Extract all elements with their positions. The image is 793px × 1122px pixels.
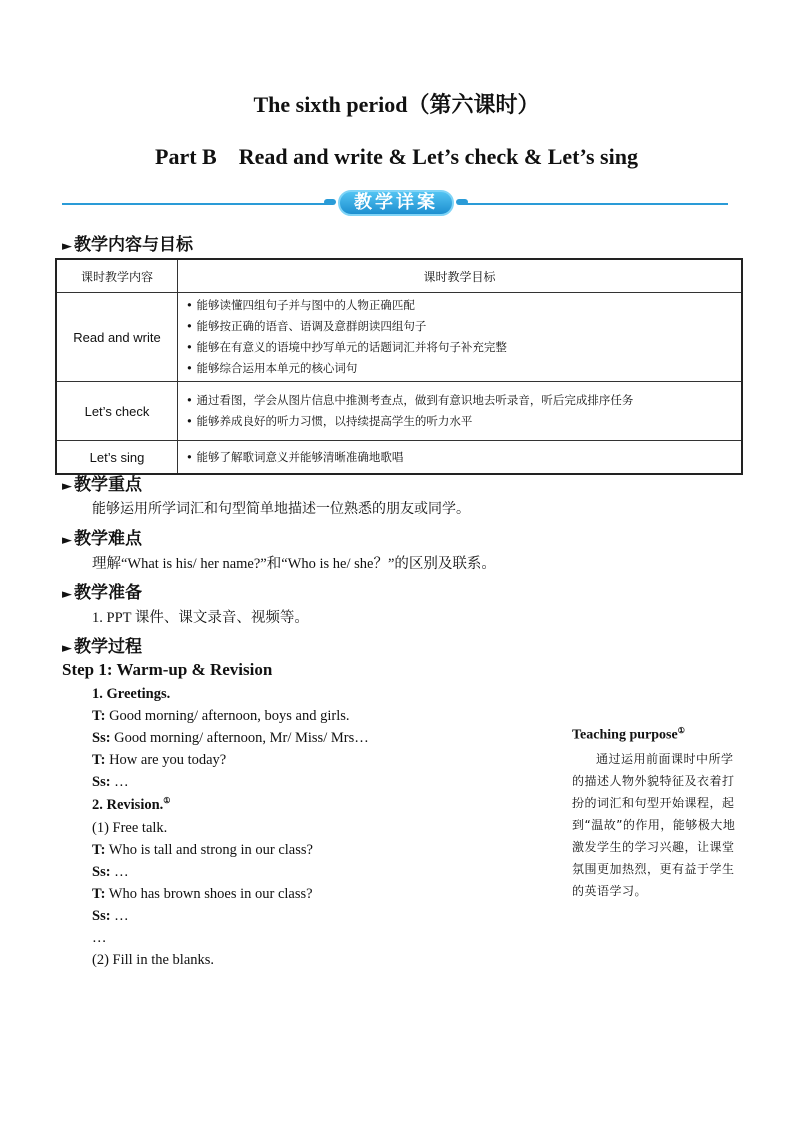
- triangle-icon: ►: [62, 533, 72, 548]
- goal-item: • 能够在有意义的语境中抄写单元的话题词汇并将句子补充完整: [186, 340, 507, 354]
- page-subtitle: Part B Read and write & Let’s check & Let’s sing: [155, 144, 638, 169]
- greetings-title: 1. Greetings.: [92, 686, 171, 702]
- goal-item: • 能够按正确的语音、语调及意群朗读四组句子: [186, 319, 427, 333]
- section-badge: [324, 188, 468, 218]
- triangle-icon: ►: [62, 479, 72, 494]
- triangle-icon: ►: [62, 587, 72, 602]
- goal-item: • 能够了解歌词意义并能够清晰准确地歌唱: [186, 449, 404, 464]
- table-header-goals: 课时教学目标: [178, 259, 743, 293]
- ellipsis-line: …: [92, 930, 107, 946]
- free-talk-label: (1) Free talk.: [92, 820, 168, 836]
- table-cell-content: Let’s check: [56, 382, 178, 441]
- difficulties-text: 理解“What is his/ her name?”和“Who is he/ she？”的区别及联系。: [92, 556, 496, 572]
- section-difficulties-heading: ► 教学难点: [62, 529, 142, 549]
- goals-table: [55, 258, 743, 475]
- footnote-marker: ①: [677, 726, 685, 735]
- goal-item: • 能够读懂四组句子并与图中的人物正确匹配: [186, 298, 415, 312]
- table-header-content: 课时教学内容: [56, 259, 178, 293]
- goal-item: • 能够养成良好的听力习惯，以持续提高学生的听力水平: [186, 414, 473, 428]
- table-cell-goals: [178, 382, 743, 441]
- table-cell-goals: [178, 441, 743, 475]
- dialogue-line: T: Who has brown shoes in our class?: [92, 886, 313, 902]
- table-cell-content: Let’s sing: [56, 441, 178, 475]
- table-cell-goals: [178, 293, 743, 382]
- table-cell-content: Read and write: [56, 293, 178, 382]
- table-row: [56, 441, 742, 475]
- divider-left: [62, 203, 330, 205]
- step1-title: Step 1: Warm-up & Revision: [62, 660, 273, 679]
- triangle-icon: ►: [62, 239, 72, 254]
- sidebar-body: 通过运用前面课时中所学的描述人物外貌特征及衣着打扮的词汇和句型开始课程，起到“温故”的作用，能够极大地激发学生的学习兴趣，让课堂氛围更加热烈，更有益于学生的英语学习。: [572, 752, 736, 898]
- dialogue-line: Ss: …: [92, 908, 129, 924]
- page-title: The sixth period（第六课时）: [253, 92, 540, 117]
- section-key-points-heading: ► 教学重点: [62, 475, 142, 495]
- triangle-icon: ►: [62, 641, 72, 656]
- section-process-heading: ► 教学过程: [62, 637, 142, 657]
- goal-item: • 通过看图，学会从图片信息中推测考查点，做到有意识地去听录音，听后完成排序任务: [186, 393, 634, 407]
- dialogue-line: T: How are you today?: [92, 752, 227, 768]
- divider-right: [462, 203, 728, 205]
- dialogue-line: T: Who is tall and strong in our class?: [92, 842, 313, 858]
- fill-blanks-label: (2) Fill in the blanks.: [92, 952, 215, 968]
- section-goals-heading: ► 教学内容与目标: [62, 235, 193, 255]
- table-row: [56, 382, 742, 441]
- dialogue-line: Ss: …: [92, 774, 129, 790]
- badge-label: 教学详案: [354, 192, 438, 213]
- dialogue-line: Ss: …: [92, 864, 129, 880]
- dialogue-line: T: Good morning/ afternoon, boys and girls.: [92, 708, 350, 724]
- section-preparation-heading: ► 教学准备: [62, 583, 142, 603]
- preparation-text: 1. PPT 课件、课文录音、视频等。: [92, 610, 309, 626]
- sidebar-title: Teaching purpose①: [572, 726, 685, 743]
- goal-item: • 能够综合运用本单元的核心词句: [186, 361, 358, 375]
- revision-title: 2. Revision.①: [92, 796, 171, 813]
- footnote-marker: ①: [163, 796, 171, 805]
- table-header-row: [56, 259, 742, 293]
- dialogue-line: Ss: Good morning/ afternoon, Mr/ Miss/ Mrs…: [92, 730, 369, 746]
- key-points-text: 能够运用所学词汇和句型简单地描述一位熟悉的朋友或同学。: [92, 501, 470, 517]
- table-row: [56, 293, 742, 382]
